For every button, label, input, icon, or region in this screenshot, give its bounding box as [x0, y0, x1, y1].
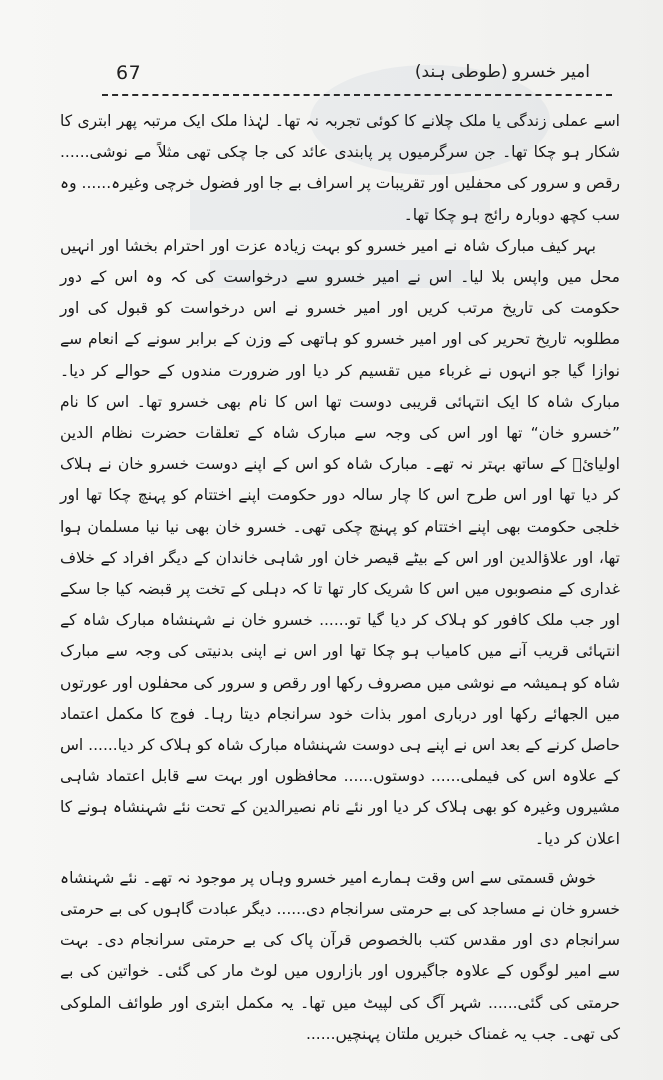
running-title: امیر خسرو (طوطی ہند)	[414, 62, 590, 82]
header-divider	[102, 94, 612, 96]
paragraph-3: خوش قسمتی سے اس وقت ہمارے امیر خسرو وہاں پر موجود نہ تھے۔ نئے شہنشاہ خسرو خان نے مساجد کی بے حرمتی سرانجام دی...... دیگر عبادت گاہوں کی بے حرمتی سرانجام دی اور مقدس کتب بالخصوص قرآن پاک کی بے حرمتی سرانجام دی۔ بہت سے امیر لوگوں کے علاوہ جاگیروں اور بازاروں میں لوٹ مار کی گئی۔ خواتین کی بے حرمتی کی گئی...... شہر آگ کی لپیٹ میں تھا۔ یہ مکمل ابتری اور طوائف الملوکی کی تھی۔ جب یہ غمناک خبریں ملتان پہنچیں......	[60, 868, 620, 1043]
paragraph-2: بہر کیف مبارک شاہ نے امیر خسرو کو بہت زیادہ عزت اور احترام بخشا اور انہیں محل میں واپس بلا لیا۔ اس نے امیر خسرو سے درخواست کی کہ وہ اس کے دور حکومت کی تاریخ مرتب کریں اور امیر خسرو نے اس درخواست کو قبول کی اور مطلوبہ تاریخ تحریر کی اور امیر خسرو کو ہاتھی کے وزن کے برابر سونے کے انعام سے نوازا گیا جو انہوں نے غرباء میں تقسیم کر دیا اور ضرورت مندوں کے حوالے کر دیا۔ مبارک شاہ کا ایک انتہائی قریبی دوست تھا اس کا نام بھی خسرو تھا۔ اس کا نام ”خسرو خان“ تھا اور اس کی وجہ سے مبارک شاہ کے تعلقات حضرت نظام الدین اولیائؒ کے ساتھ بہتر نہ تھے۔ مبارک شاہ کو اس کے اپنے دوست خسرو خان نے ہلاک کر دیا تھا اور اس طرح اس کا چار سالہ دور حکومت اپنے اختتام کو پہنچ چکا تھا اور خلجی حکومت بھی اپنے اختتام کو پہنچ چکی تھی۔ خسرو خان بھی نیا نیا مسلمان ہوا تھا، اور علاؤالدین اور اس کے بیٹے قیصر خان اور شاہی خاندان کے دیگر افراد کے خلاف غداری کے منصوبوں میں اس کا شریک کار تھا تا کہ دہلی کے تخت پر قبضہ کیا جا سکے اور جب ملک کافور کو ہلاک کر دیا گیا تو...... خسرو خان نے شہنشاہ مبارک شاہ کے انتہائی قریب آنے میں کامیاب ہو چکا تھا اور اس نے اپنی بدنیتی کی وجہ سے مبارک شاہ کو ہمیشہ مے نوشی میں مصروف رکھا اور رقص و سرور کی محفلوں اور عورتوں میں الجھائے رکھا اور درباری امور بذات خود سرانجام دیتا رہا۔ فوج کا مکمل اعتماد حاصل کرنے کے بعد اس نے اپنے ہی دوست شہنشاہ مبارک شاہ کو ہلاک کر دیا...... اس کے علاوہ اس کی فیملی...... دوستوں...... محافظوں اور بہت سے قابل اعتماد شاہی مشیروں وغیرہ کو بھی ہلاک کر دیا اور نئے نام نصیرالدین کے تحت نئے شہنشاہ ہونے کا اعلان کر دیا۔	[60, 236, 620, 848]
page-number: 67	[116, 62, 142, 84]
body-text	[60, 106, 620, 1043]
page-header	[102, 62, 602, 96]
paragraph-1: اسے عملی زندگی یا ملک چلانے کا کوئی تجربہ نہ تھا۔ لہٰذا ملک ایک مرتبہ پھر ابتری کا شکار ہو چکا تھا۔ جن سرگرمیوں پر پابندی عائد کی جا چکی تھی مثلاً مے نوشی...... رقص و سرور کی محفلیں اور تقریبات پر اسراف بے جا اور فضول خرچی وغیرہ...... وہ سب کچھ دوبارہ رائج ہو چکا تھا۔	[60, 112, 620, 224]
